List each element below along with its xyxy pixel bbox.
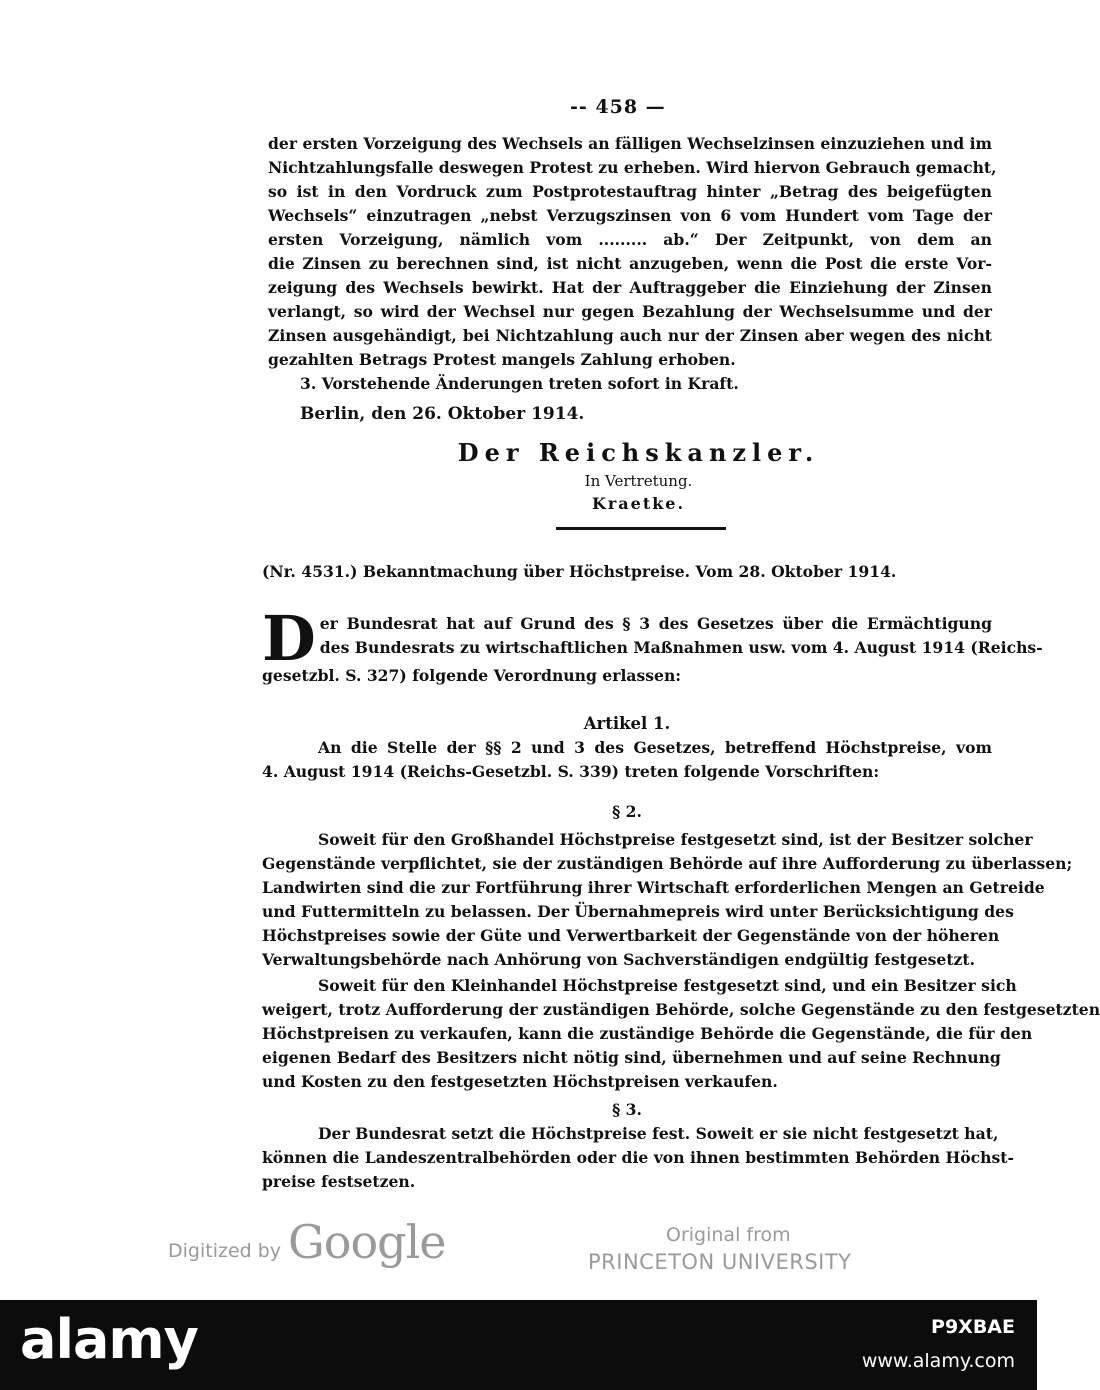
- stock-image-id: P9XBAE: [931, 1316, 1015, 1338]
- section-3: [262, 1098, 1014, 1194]
- text-line: so ist in den Vordruck zum Postprotestauftrag hinter „Betrag des beigefügten: [268, 182, 992, 201]
- text-line: und Kosten zu den festgesetzten Höchstpreisen verkaufen.: [262, 1072, 778, 1091]
- text-line: Soweit für den Großhandel Höchstpreise festgesetzt sind, ist der Besitzer solcher: [318, 830, 1033, 849]
- text-line: Höchstpreisen zu verkaufen, kann die zuständige Behörde die Gegenstände, die für den: [262, 1024, 1033, 1043]
- text-line: gesetzbl. S. 327) folgende Verordnung erlassen:: [262, 666, 682, 685]
- text-line: die Zinsen zu berechnen sind, ist nicht anzugeben, wenn die Post die erste Vor-: [268, 254, 992, 273]
- text-line: verlangt, so wird der Wechsel nur gegen Bezahlung der Wechselsumme und der: [268, 302, 992, 321]
- text-line: Zinsen ausgehändigt, bei Nichtzahlung auch nur der Zinsen aber wegen des nicht: [268, 326, 992, 345]
- text-line: 4. August 1914 (Reichs-Gesetzbl. S. 339) treten folgende Vorschriften:: [262, 762, 880, 781]
- text-line: eigenen Bedarf des Besitzers nicht nötig sind, übernehmen und auf seine Rechnung: [262, 1048, 1001, 1067]
- signature-capacity: In Vertretung.: [584, 472, 693, 490]
- text-line: An die Stelle der §§ 2 und 3 des Gesetzes, betreffend Höchstpreise, vom: [318, 738, 992, 757]
- text-line: Landwirten sind die zur Fortführung ihrer Wirtschaft erforderlichen Mengen an Getreide: [262, 878, 1045, 897]
- university-label: PRINCETON UNIVERSITY: [588, 1250, 852, 1274]
- text-line: Höchstpreises sowie der Güte und Verwertbarkeit der Gegenstände von der höheren: [262, 926, 1000, 945]
- section-2: [262, 800, 1100, 1094]
- signature-name: Kraetke.: [591, 494, 686, 513]
- text-line: weigert, trotz Aufforderung der zuständigen Behörde, solche Gegenstände zu den festgesetzten: [262, 1000, 1100, 1019]
- place-date: Berlin, den 26. Oktober 1914.: [300, 404, 585, 424]
- announcement-heading: (Nr. 4531.) Bekanntmachung über Höchstpreise. Vom 28. Oktober 1914.: [262, 562, 897, 581]
- stock-url: www.alamy.com: [861, 1350, 1015, 1372]
- continuation-paragraph: [268, 132, 997, 426]
- text-line: Der Bundesrat setzt die Höchstpreise fest. Soweit er sie nicht festgesetzt hat,: [318, 1124, 999, 1143]
- text-line: Gegenstände verpflichtet, sie der zuständigen Behörde auf ihre Aufforderung zu überlassen;: [262, 854, 1073, 873]
- text-line: ersten Vorzeigung, nämlich vom ......... ab.“ Der Zeitpunkt, von dem an: [268, 230, 992, 249]
- signature-rank: Der Reichskanzler.: [457, 438, 820, 467]
- article-title: Artikel 1.: [583, 714, 671, 733]
- section-divider: [556, 527, 726, 530]
- text-line: Soweit für den Kleinhandel Höchstpreise festgesetzt sind, und ein Besitzer sich: [318, 976, 1017, 995]
- text-line: Verwaltungsbehörde nach Anhörung von Sachverständigen endgültig festgesetzt.: [262, 950, 976, 969]
- drop-cap: D: [262, 602, 316, 675]
- text-line: Nichtzahlungsfalle deswegen Protest zu erheben. Wird hiervon Gebrauch gemacht,: [268, 158, 997, 177]
- page-number: -- 458 —: [570, 96, 666, 118]
- text-line: er Bundesrat hat auf Grund des § 3 des Gesetzes über die Ermächtigung: [319, 614, 992, 633]
- section-title: § 3.: [612, 1100, 642, 1119]
- text-line: und Futtermitteln zu belassen. Der Übernahmepreis wird unter Berücksichtigung des: [262, 902, 1014, 921]
- google-logo: Google: [288, 1215, 446, 1269]
- text-line: preise festsetzen.: [262, 1172, 416, 1191]
- text-line: können die Landeszentralbehörden oder die von ihnen bestimmten Behörden Höchst-: [262, 1148, 1014, 1167]
- article-1: [262, 712, 992, 784]
- point-3: 3. Vorstehende Änderungen treten sofort in Kraft.: [300, 374, 739, 393]
- intro-paragraph: [262, 602, 1043, 688]
- text-line: des Bundesrats zu wirtschaftlichen Maßnahmen usw. vom 4. August 1914 (Reichs-: [319, 638, 1043, 657]
- text-line: gezahlten Betrags Protest mangels Zahlung erhoben.: [268, 350, 736, 369]
- text-line: der ersten Vorzeigung des Wechsels an fälligen Wechselzinsen einzuziehen und im: [268, 134, 992, 153]
- alamy-logo: alamy: [20, 1308, 198, 1371]
- digitized-by-label: Digitized by: [168, 1240, 282, 1262]
- section-title: § 2.: [612, 802, 642, 821]
- text-line: zeigung des Wechsels bewirkt. Hat der Auftraggeber die Einziehung der Zinsen: [268, 278, 992, 297]
- original-from-label: Original from: [666, 1224, 791, 1246]
- text-line: Wechsels“ einzutragen „nebst Verzugszinsen von 6 vom Hundert vom Tage der: [268, 206, 992, 225]
